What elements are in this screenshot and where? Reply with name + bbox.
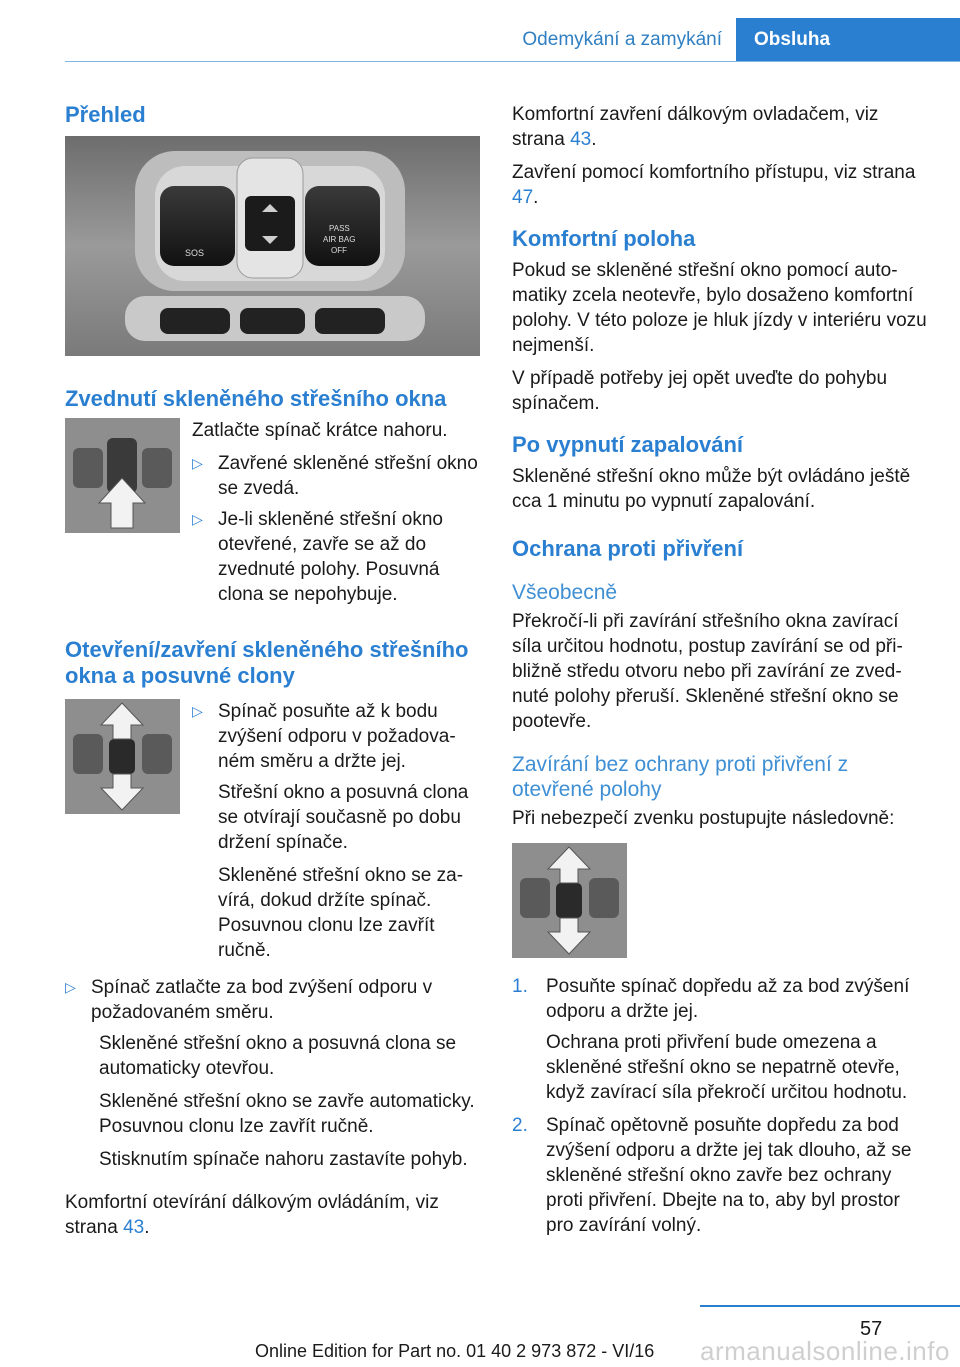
lift-heading: Zvednutí skleněného střešního okna (65, 386, 447, 411)
access-close-paragraph: Zavření pomocí komfortního přístupu, viz strana 47. (512, 162, 916, 208)
step-2: 2. Spínač opětovně posuňte dopředu za bod zvýšení odporu a držte jej tak dlouho, až se skleněné střešní okno zavře bez ochrany proti přivření. Dbejte na to, aby byl prostor pro zavírání volný. (512, 1115, 912, 1236)
page-link-43[interactable]: 43 (570, 129, 592, 150)
off-label: OFF (331, 246, 347, 255)
no-pinch-heading: Zavírání bez ochrany proti přivření z otevřené polohy (512, 753, 849, 801)
comfort-paragraph-2: V případě potřeby jej opět uveďte do pohybu spínačem. (512, 368, 888, 414)
bullet-triangle-icon: ▷ (192, 455, 203, 471)
pass-label: PASS (329, 224, 350, 233)
open-close-figure-row (65, 699, 481, 971)
page-link-47[interactable]: 47 (512, 187, 534, 208)
general-paragraph: Překročí-li při zavírání střešního okna zavírací síla určitou hodnotu, postup zavírání se od přibližně středu otvoru nebo při zavírání ze zvednuté polohy přeruší. Skleněné střešní okno se pootevře. (512, 611, 903, 732)
left-column (65, 102, 481, 1248)
open-bullet-2-para-3: Skleněné střešní okno se zavře automaticky. Posuvnou clonu lze zavřít ručně. (99, 1091, 475, 1137)
switch-up-illustration (65, 418, 180, 533)
header-rule (65, 61, 960, 62)
pinch-protection-heading: Ochrana proti přivření (512, 536, 744, 561)
footer-rule (700, 1305, 960, 1307)
lift-figure-row (65, 418, 481, 613)
open-close-heading: Otevření/zavření skleněného střešního okna a posuvné clony (65, 637, 469, 688)
page-link-43[interactable]: 43 (123, 1217, 145, 1238)
remote-close-paragraph: Komfortní zavření dálkovým ovladačem, viz strana 43. (512, 104, 879, 150)
no-pinch-intro: Při nebezpečí zvenku postupujte následovně: (512, 808, 895, 829)
page-number: 57 (860, 1318, 883, 1340)
open-bullet-2-para-4: Stisknutím spínače nahoru zastavíte pohyb. (99, 1149, 468, 1170)
lift-bullet-2: ▷ Je-li skleněné střešní okno otevřené, zavře se až do zvednuté polohy. Posuvná clona se nepohybuje. (192, 509, 443, 605)
open-bullet-2: ▷ Spínač zatlačte za bod zvýšení odporu v požadovaném směru. (65, 977, 433, 1023)
right-column (512, 102, 932, 1244)
switch-forward-illustration (512, 843, 627, 958)
general-heading: Všeobecně (512, 581, 618, 604)
running-header-section: Odemykání a zamykání (522, 29, 722, 50)
edition-footer: Online Edition for Part no. 01 40 2 973 872 - VI/16 (255, 1341, 655, 1361)
comfort-heading: Komfortní poloha (512, 226, 696, 251)
switch-both-directions-illustration (65, 699, 180, 814)
running-header-chapter: Obsluha (736, 18, 960, 62)
bullet-triangle-icon: ▷ (65, 979, 76, 995)
comfort-paragraph-1: Pokud se skleněné střešní okno pomocí automatiky zcela neotevře, bylo dosaženo komfortní polohy. V této poloze je hluk jízdy v interiéru vozu nejmenší. (512, 260, 927, 356)
bullet-triangle-icon: ▷ (192, 703, 203, 719)
sos-label: SOS (185, 248, 205, 258)
open-bullet-1: ▷ Spínač posuňte až k bodu zvýšení odporu v požadovaném směru a držte jej. (192, 701, 456, 772)
watermark: armanualsonline.info (700, 1336, 950, 1366)
overview-heading: Přehled (65, 102, 146, 127)
lift-bullet-1: ▷ Zavřené skleněné střešní okno se zvedá. (192, 453, 478, 499)
step-1-para-2: Ochrana proti přivření bude omezena a skleněné střešní okno se nepatrně otevře, když zavírací síla překročí určitou hodnotu. (546, 1032, 908, 1103)
remote-open-paragraph: Komfortní otevírání dálkovým ovládáním, viz strana 43. (65, 1192, 439, 1238)
bullet-triangle-icon: ▷ (192, 511, 203, 527)
airbag-label: AIR BAG (323, 235, 356, 244)
ignition-paragraph: Skleněné střešní okno může být ovládáno ještě cca 1 minutu po vypnutí zapalování. (512, 466, 911, 512)
step-1: 1. Posuňte spínač dopředu až za bod zvýšení odporu a držte jej. (512, 976, 910, 1022)
open-bullet-1-para-3: Skleněné střešní okno se zavírá, dokud držíte spínač. Posuvnou clonu lze zavřít ručně. (218, 865, 464, 961)
ignition-heading: Po vypnutí zapalování (512, 432, 744, 457)
lift-intro: Zatlačte spínač krátce nahoru. (192, 420, 448, 441)
overhead-console-photo (65, 136, 480, 356)
open-bullet-2-para-2: Skleněné střešní okno a posuvná clona se automaticky otevřou. (99, 1033, 457, 1079)
open-bullet-1-para-2: Střešní okno a posuvná clona se otvírají současně po dobu držení spínače. (218, 782, 469, 853)
